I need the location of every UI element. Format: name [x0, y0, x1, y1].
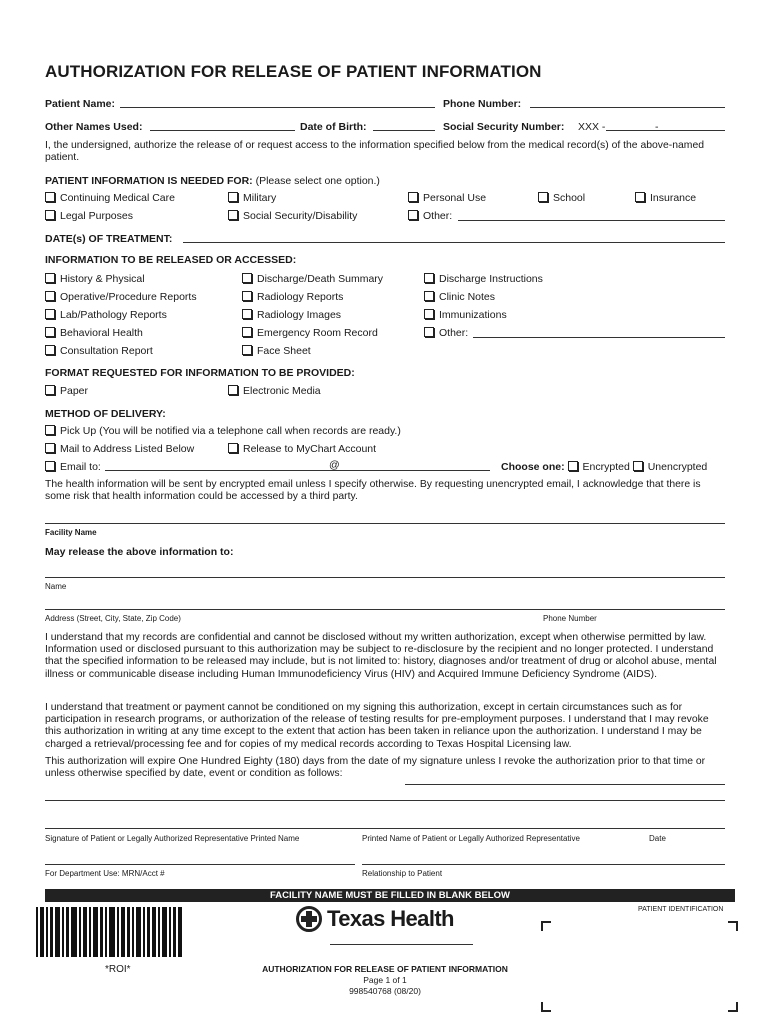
expiration-condition-field-2[interactable]: [45, 800, 725, 801]
checkbox[interactable]: [45, 192, 55, 202]
purpose-other[interactable]: Other:: [408, 210, 452, 222]
purpose-military[interactable]: Military: [228, 192, 276, 204]
purpose-personal-use[interactable]: Personal Use: [408, 192, 486, 204]
footer-form-title: AUTHORIZATION FOR RELEASE OF PATIENT INFORMATION: [262, 964, 508, 974]
recipient-name-field[interactable]: [45, 577, 725, 578]
info-behavioral-health[interactable]: Behavioral Health: [45, 327, 143, 339]
checkbox[interactable]: [408, 192, 418, 202]
checkbox[interactable]: [228, 210, 238, 220]
email-notice: The health information will be sent by encrypted email unless I specify otherwise. By requesting unencrypted email, I acknowledge that there is some risk that health information could be accessed by a third party.: [45, 479, 701, 503]
purpose-note: (Please select one option.): [255, 175, 380, 187]
checkbox[interactable]: [242, 291, 252, 301]
delivery-mail[interactable]: Mail to Address Listed Below: [45, 443, 194, 455]
checkbox[interactable]: [45, 327, 55, 337]
checkbox[interactable]: [242, 345, 252, 355]
signature-field[interactable]: [45, 828, 725, 829]
checkbox[interactable]: [228, 385, 238, 395]
encryption-choice: [501, 461, 707, 473]
checkbox[interactable]: [45, 345, 55, 355]
checkbox[interactable]: [45, 443, 55, 453]
footer-form-info: [200, 964, 570, 997]
info-history-physical[interactable]: History & Physical: [45, 273, 145, 285]
other-names-label: Other Names Used:: [45, 121, 143, 133]
info-discharge-instructions[interactable]: Discharge Instructions: [424, 273, 543, 285]
legal-paragraph-1: I understand that my records are confidential and cannot be disclosed without my written authorization, except when otherwise permitted by law. Information used or disclosed pursuant to this authorization may be subject to re-disclosure by the recipient and no longer protected. I understand that the specified information to be released may include, but is not limited to: history, diagnoses and/or treatment of drug or alcohol abuse, mental illness or communicable disease including Human Immunodeficiency Virus (HIV) and Acquired Immune Deficiency Syndrome (AIDS).: [45, 632, 717, 680]
info-discharge-summary[interactable]: Discharge/Death Summary: [242, 273, 383, 285]
relationship-label: Relationship to Patient: [362, 869, 443, 878]
patient-name-field[interactable]: [120, 107, 435, 108]
format-electronic[interactable]: Electronic Media: [228, 385, 321, 397]
ssn-label: Social Security Number:: [443, 121, 565, 133]
unencrypted-label: Unencrypted: [647, 461, 708, 473]
purpose-heading-row: [45, 175, 380, 187]
info-immunizations[interactable]: Immunizations: [424, 309, 507, 321]
date-label: Date: [649, 834, 666, 843]
mrn-label: For Department Use: MRN/Acct #: [45, 869, 165, 878]
purpose-legal[interactable]: Legal Purposes: [45, 210, 133, 222]
info-heading: INFORMATION TO BE RELEASED OR ACCESSED:: [45, 254, 297, 266]
patient-name-label: Patient Name:: [45, 98, 116, 110]
format-paper[interactable]: Paper: [45, 385, 88, 397]
ssn-prefix: XXX -: [578, 121, 606, 133]
unencrypted-checkbox[interactable]: [633, 461, 643, 471]
phone-number-field[interactable]: [530, 107, 725, 108]
ssn-dash: -: [655, 121, 659, 133]
info-radiology-images[interactable]: Radiology Images: [242, 309, 341, 321]
corner-mark-top-right: [728, 921, 738, 931]
checkbox[interactable]: [228, 192, 238, 202]
info-other[interactable]: Other:: [424, 327, 468, 339]
checkbox[interactable]: [635, 192, 645, 202]
delivery-heading: METHOD OF DELIVERY:: [45, 408, 166, 420]
choose-one-label: Choose one:: [501, 461, 565, 473]
may-release-label: May release the above information to:: [45, 546, 234, 558]
checkbox[interactable]: [424, 273, 434, 283]
texas-health-logo: [296, 906, 454, 932]
checkbox[interactable]: [45, 273, 55, 283]
checkbox[interactable]: [45, 309, 55, 319]
corner-mark-bottom-left: [541, 1002, 551, 1012]
checkbox[interactable]: [408, 210, 418, 220]
dates-field[interactable]: [183, 242, 725, 243]
patient-id-label: PATIENT IDENTIFICATION: [638, 906, 724, 913]
form-title: AUTHORIZATION FOR RELEASE OF PATIENT INFORMATION: [45, 62, 542, 81]
checkbox[interactable]: [45, 385, 55, 395]
delivery-mychart[interactable]: Release to MyChart Account: [228, 443, 376, 455]
dates-label: DATE(s) OF TREATMENT:: [45, 233, 173, 245]
expiration-condition-field[interactable]: [405, 784, 725, 785]
facility-banner: FACILITY NAME MUST BE FILLED IN BLANK BELOW: [45, 889, 735, 902]
corner-mark-bottom-right: [728, 1002, 738, 1012]
ssn-field[interactable]: [606, 130, 725, 131]
facility-name-blank[interactable]: [330, 944, 473, 945]
purpose-school[interactable]: School: [538, 192, 585, 204]
checkbox[interactable]: [242, 327, 252, 337]
footer-form-number: 998540768 (08/20): [349, 986, 421, 996]
checkbox[interactable]: [538, 192, 548, 202]
delivery-pickup[interactable]: Pick Up (You will be notified via a telephone call when records are ready.): [45, 425, 401, 437]
purpose-heading: PATIENT INFORMATION IS NEEDED FOR:: [45, 175, 253, 187]
info-operative-reports[interactable]: Operative/Procedure Reports: [45, 291, 197, 303]
facility-name-field[interactable]: [45, 523, 725, 524]
dob-field[interactable]: [373, 130, 435, 131]
corner-mark-top-left: [541, 921, 551, 931]
info-face-sheet[interactable]: Face Sheet: [242, 345, 311, 357]
info-radiology-reports[interactable]: Radiology Reports: [242, 291, 343, 303]
purpose-continuing-care[interactable]: Continuing Medical Care: [45, 192, 175, 204]
checkbox[interactable]: [242, 273, 252, 283]
info-emergency-room[interactable]: Emergency Room Record: [242, 327, 378, 339]
signature-label: Signature of Patient or Legally Authorized Representative Printed Name: [45, 834, 300, 843]
info-lab-pathology[interactable]: Lab/Pathology Reports: [45, 309, 167, 321]
email-at-sign: @: [329, 459, 340, 471]
encrypted-checkbox[interactable]: [568, 461, 578, 471]
purpose-insurance[interactable]: Insurance: [635, 192, 696, 204]
checkbox[interactable]: [228, 443, 238, 453]
checkbox[interactable]: [424, 327, 434, 337]
mrn-field[interactable]: [45, 864, 355, 865]
relationship-field[interactable]: [362, 864, 725, 865]
dob-label: Date of Birth:: [300, 121, 367, 133]
checkbox[interactable]: [45, 425, 55, 435]
checkbox[interactable]: [45, 210, 55, 220]
roi-code: *ROI*: [105, 964, 131, 975]
checkbox[interactable]: [45, 461, 55, 471]
recipient-address-field[interactable]: [45, 609, 725, 610]
info-other-field[interactable]: [473, 337, 725, 338]
phone-number-label: Phone Number:: [443, 98, 522, 110]
legal-paragraph-2: I understand that treatment or payment cannot be conditioned on my signing this authorization, except in certain circumstances such as for participation in research programs, or authorization of the release of testing results for pre-employment purposes. I understand that I may revoke this authorization in writing at any time except to the extent that action has been taken in reliance upon the authorization. I understand I may be charged a retrieval/processing fee and for copies of my medical records according to Texas Hospital Licensing law.: [45, 702, 709, 750]
checkbox[interactable]: [45, 291, 55, 301]
footer-page-number: Page 1 of 1: [363, 975, 407, 985]
checkbox[interactable]: [424, 291, 434, 301]
other-names-field[interactable]: [150, 130, 295, 131]
format-heading: FORMAT REQUESTED FOR INFORMATION TO BE PROVIDED:: [45, 367, 355, 379]
purpose-other-field[interactable]: [458, 220, 725, 221]
recipient-name-label: Name: [45, 582, 67, 591]
printed-name-label: Printed Name of Patient or Legally Authorized Representative: [362, 834, 580, 843]
facility-name-label: Facility Name: [45, 528, 97, 537]
info-clinic-notes[interactable]: Clinic Notes: [424, 291, 495, 303]
logo-text: Texas Health: [327, 906, 454, 931]
encrypted-label: Encrypted: [582, 461, 630, 473]
purpose-social-security[interactable]: Social Security/Disability: [228, 210, 357, 222]
checkbox[interactable]: [424, 309, 434, 319]
checkbox[interactable]: [242, 309, 252, 319]
intro-text: I, the undersigned, authorize the release of or request access to the information specified below from the medical record(s) of the above-named patient.: [45, 140, 705, 164]
legal-paragraph-3: This authorization will expire One Hundred Eighty (180) days from the date of my signature unless I revoke the authorization prior to that time or unless otherwise specified by date, event or condition as follows:: [45, 756, 706, 780]
email-field[interactable]: [105, 470, 490, 471]
logo-cross-icon: [296, 906, 322, 932]
barcode: [36, 907, 196, 957]
recipient-phone-label: Phone Number: [543, 614, 597, 623]
delivery-email[interactable]: Email to:: [45, 461, 101, 473]
address-label: Address (Street, City, State, Zip Code): [45, 614, 181, 623]
info-consultation-report[interactable]: Consultation Report: [45, 345, 153, 357]
